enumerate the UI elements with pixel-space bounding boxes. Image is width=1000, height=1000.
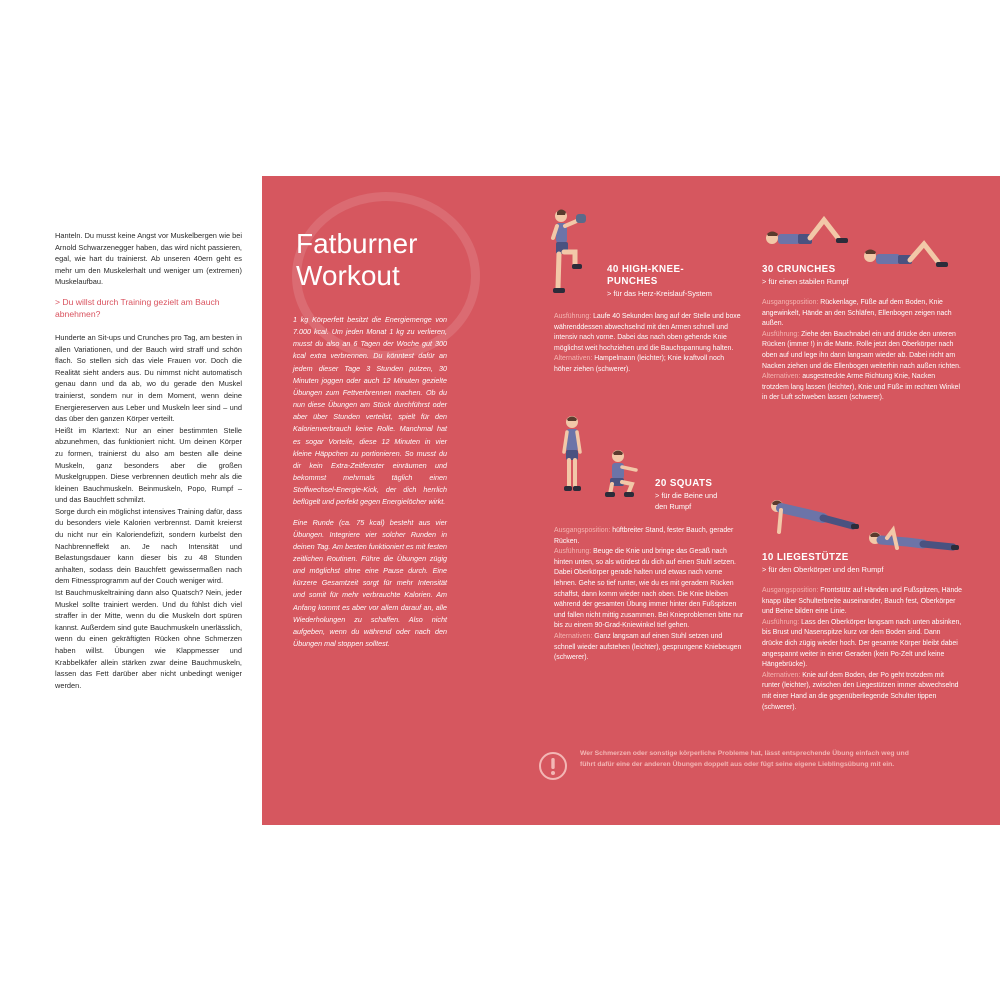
left-paragraph-1: Hanteln. Du musst keine Angst vor Muskelbergen wie bei Arnold Schwarzenegger haben, das wird nicht passieren, egal, wie hart du trainierst. Ab unseren 40ern geht es mehr um den Muskelerhalt und weniger um (extremen) Muskelaufbau.	[55, 231, 242, 287]
exercise-alternatives	[554, 354, 742, 375]
exercise-subtitle: > für das Herz-Kreislauf-System	[607, 289, 712, 298]
exercise-high-knee	[607, 264, 777, 299]
exercise-high-knee-body	[554, 312, 742, 376]
exercise-subtitle	[655, 490, 745, 512]
left-subheading: > Du willst durch Training gezielt am Bauch abnehmen?	[55, 296, 220, 319]
exercise-title-line-1: 40 HIGH-KNEE-	[607, 264, 685, 275]
left-text-column	[55, 230, 242, 691]
title-line-2: Workout	[296, 260, 400, 291]
alternatives-text: Ganz langsam auf einen Stuhl setzen und schnell wieder aufstehen (leichter), gesprungene Kniebeugen (schwerer).	[554, 632, 742, 662]
start-position-text: hüftbreiter Stand, fester Bauch, gerader Rücken.	[554, 527, 734, 545]
crunch-figure-1	[762, 214, 854, 252]
intro-text	[293, 314, 447, 658]
exercise-subtitle-line-1: > für die Beine und	[655, 491, 718, 500]
start-position-label: Ausgangsposition:	[762, 587, 819, 594]
exercise-subtitle: > für einen stabilen Rumpf	[762, 277, 849, 286]
start-position-text: Rückenlage, Füße auf dem Boden, Knie angewinkelt, Hände an den Schläfen, Ellenbogen zeigen nach außen.	[762, 299, 952, 328]
alternatives-text: ausgestreckte Arme Richtung Knie, Nacken trotzdem lang lassen (leichter), Knie und Füße im rechten Winkel in der Luft schweben lassen (schwerer).	[762, 373, 960, 402]
workout-panel	[262, 176, 1000, 825]
alternatives-label: Alternativen:	[762, 671, 801, 679]
execution-text: Laufe 40 Sekunden lang auf der Stelle und boxe währenddessen abwechselnd mit den Armen schnell und intensiv nach vorne. Dabei das nach oben gehende Knie möglichst weit hochziehen und die Bauchspannung halten.	[554, 313, 741, 352]
exercise-squats-body	[554, 526, 744, 664]
exercise-title: 10 LIEGESTÜTZE	[762, 552, 849, 563]
start-position-text: Frontstütz auf Händen und Fußspitzen, Hände knapp über Schulterbreite auseinander, Bauch fest, Oberkörper und Beine bilden eine Linie.	[762, 587, 962, 616]
high-knee-figure	[545, 206, 595, 301]
execution-label: Ausführung:	[554, 548, 592, 556]
exercise-title: 20 SQUATS	[655, 478, 713, 489]
exercise-title-line-2: PUNCHES	[607, 276, 658, 287]
alternatives-label: Alternativen:	[554, 355, 593, 363]
exercise-subtitle: > für den Oberkörper und den Rumpf	[762, 565, 884, 574]
execution-label: Ausführung:	[554, 313, 592, 320]
exercise-crunches	[762, 264, 962, 287]
exercise-pushups-body	[762, 586, 962, 713]
execution-text: Lass den Oberkörper langsam nach unten absinken, bis Brust und Nasenspitze kurz vor dem Boden sind. Dann drücke dich zügig wieder hoch. Der gesamte Körper bleibt dabei angespannt weiter in einer Geraden (kein Po-Zelt und keine Hängebrücke).	[762, 618, 962, 669]
squat-figure-bent	[602, 448, 642, 498]
alternatives-text: Hampelmann (leichter); Knie kraftvoll noch höher ziehen (schwerer).	[554, 355, 725, 373]
start-position-label: Ausgangsposition:	[762, 299, 819, 306]
left-paragraph-3: Heißt im Klartext: Nur an einer bestimmten Stelle abzunehmen, das funktioniert nicht. Um deinen Körper zu formen, trainierst du also am besten alle deine Muskeln, ganz besonders aber die großen Muskelgruppen. Diese verbrennen deutlich mehr als die kleinen Bauchmuskeln. Beinmuskeln, Popo, Rumpf – und das Bauchfett schmilzt.	[55, 425, 242, 505]
left-paragraph-5: Ist Bauchmuskeltraining dann also Quatsch? Nein, jeder Muskel sollte trainiert werden. Und du fühlst dich viel straffer in der Mitte, wenn du die Muskeln dort spüren kannst. Außerdem sind gute Bauchmuskeln unerlässlich, wenn du einen gekräftigten Rücken ohne Schmerzen haben willst. Übungen wie Klappmesser und Krabbelkäfer allein stärken zwar deine Bauchmuskeln, lassen das Fett darüber aber nicht unbedingt weniger werden.	[55, 588, 242, 690]
exercise-crunches-body	[762, 298, 962, 404]
exercise-title	[607, 264, 777, 288]
exercise-title: 30 CRUNCHES	[762, 264, 836, 275]
alternatives-label: Alternativen:	[554, 632, 593, 640]
exercise-alternatives	[554, 632, 744, 664]
squat-figure-standing	[560, 414, 584, 494]
exercise-pushups	[762, 552, 962, 575]
exercise-start-position	[762, 586, 962, 618]
pushup-figure-down	[867, 520, 962, 556]
pushup-figure-up	[767, 494, 862, 542]
execution-label: Ausführung:	[762, 618, 800, 626]
exercise-start-position	[554, 526, 744, 547]
execution-text: Ziehe den Bauchnabel ein und drücke den unteren Rücken (immer !) in die Matte. Rolle jetzt den Oberkörper nach oben auf und lege ihn dann langsam wieder ab. Dabei nicht am Nacken ziehen und die Ellenbogen weiterhin nach außen richten.	[762, 330, 961, 370]
page-title	[296, 228, 417, 292]
exercise-alternatives	[762, 671, 962, 713]
warning-icon	[538, 751, 568, 781]
title-line-1: Fatburner	[296, 228, 418, 259]
execution-label: Ausführung:	[762, 330, 800, 338]
left-paragraph-4: Sorge durch ein möglichst intensives Training dafür, dass du besonders viele Kalorien verbrennst. Damit kreierst du nicht nur ein Kaloriendefizit, sondern kurbelst den Nachbrenneffekt an. Je nach Intensität und Belastungsdauer kann dieser bis zu 48 Stunden anhalten, sodass dein Bauchfett gewissermaßen nach dem Fitnessprogramm auf der Couch weniger wird.	[55, 506, 242, 586]
exercise-start-position	[762, 298, 962, 330]
warning-note: Wer Schmerzen oder sonstige körperliche Probleme hat, lässt entsprechende Übung einfach weg und führt dafür eine der anderen Übungen doppelt aus oder fügt seine eigene Lieblingsübung mit ein.	[580, 750, 909, 768]
exercise-alternatives	[762, 372, 962, 404]
exercise-instruction	[554, 312, 742, 354]
start-position-label: Ausgangsposition:	[554, 527, 611, 534]
alternatives-text: Knie auf dem Boden, der Po geht trotzdem mit runter (leichter), zwischen den Liegestützen immer abwechselnd mit einer Hand an die gegenüberliegende Schulter tippen (schwerer).	[762, 671, 959, 711]
intro-paragraph-1: 1 kg Körperfett besitzt die Energiemenge von 7.000 kcal. Um jeden Monat 1 kg zu verlieren, musst du also an 6 Tagen der Woche gut 300 kcal extra verbrennen. Du könntest dafür an jedem dieser Tage 3 Stunden putzen, 30 Minuten joggen oder auch 12 Minuten gezielte Übungen zum Fettverbrennen machen. Ob du nun diese Übungen am Stück durchführst oder aber über Stunden verteilst, spielt für den Kalorienverbrauch keine Rolle. Manchmal hat es sogar Vorteile, diese 12 Minuten in vier kleine Häppchen zu portionieren. So musst du dir kein Extra-Zeitfenster einräumen und bekommst mehrmals täglich einen Stoffwechsel-Energie-Kick, der dich herrlich beflügelt und perfekt gegen Energielöcher wirkt.	[293, 315, 447, 507]
intro-paragraph-2: Eine Runde (ca. 75 kcal) besteht aus vier Übungen. Integriere vier solcher Runden in deinen Tag. Am besten funktioniert es mit festen zeitlichen Routinen. Führe die Übungen zügig und möglichst ohne eine Pause durch. Eine kürzere Gesamtzeit sorgt für mehr Intensität und somit für mehr verbrauchte Kalorien. Am Anfang kommt es aber vor allem darauf an, alle Wiederholungen zu schaffen. Also nicht aufgeben, wenn du während oder nach den Übungen mal stoppen solltest.	[293, 517, 447, 649]
exercise-instruction	[554, 547, 744, 632]
exercise-subtitle-line-2: den Rumpf	[655, 502, 692, 511]
exercise-instruction	[762, 618, 962, 671]
alternatives-label: Alternativen:	[762, 373, 801, 381]
exercise-squats	[655, 478, 745, 512]
execution-text: Beuge die Knie und bringe das Gesäß nach hinten unten, so als würdest du dich auf einen Stuhl setzen. Dabei Oberkörper gerade halten und etwas nach vorne lehnen. Gehe so tief runter, wie du es mit geradem Rücken schaffst, dann komm wieder nach oben. Die Knie bleiben während der gesamten Übung immer hinter den Fußspitzen und fallen nicht mittig zusammen. Bei Knieproblemen bitte nur bis zu einem 90-Grad-Kniewinkel tief gehen.	[554, 548, 744, 630]
exercise-instruction	[762, 330, 962, 372]
left-paragraph-2: Hunderte an Sit-ups und Crunches pro Tag, am besten in allen Variationen, und der Bauch wird straff und schön flach. So stellen sich das viele Frauen vor. Doch die Realität sieht anders aus. Du nimmst nicht automatisch genau dann und da ab, wo du gerade den Muskel trainierst, sondern nur in dem Moment, wenn deine Energiereserven aus Leber und Muskeln leer sind – und das über den ganzen Körper verteilt.	[55, 332, 242, 424]
